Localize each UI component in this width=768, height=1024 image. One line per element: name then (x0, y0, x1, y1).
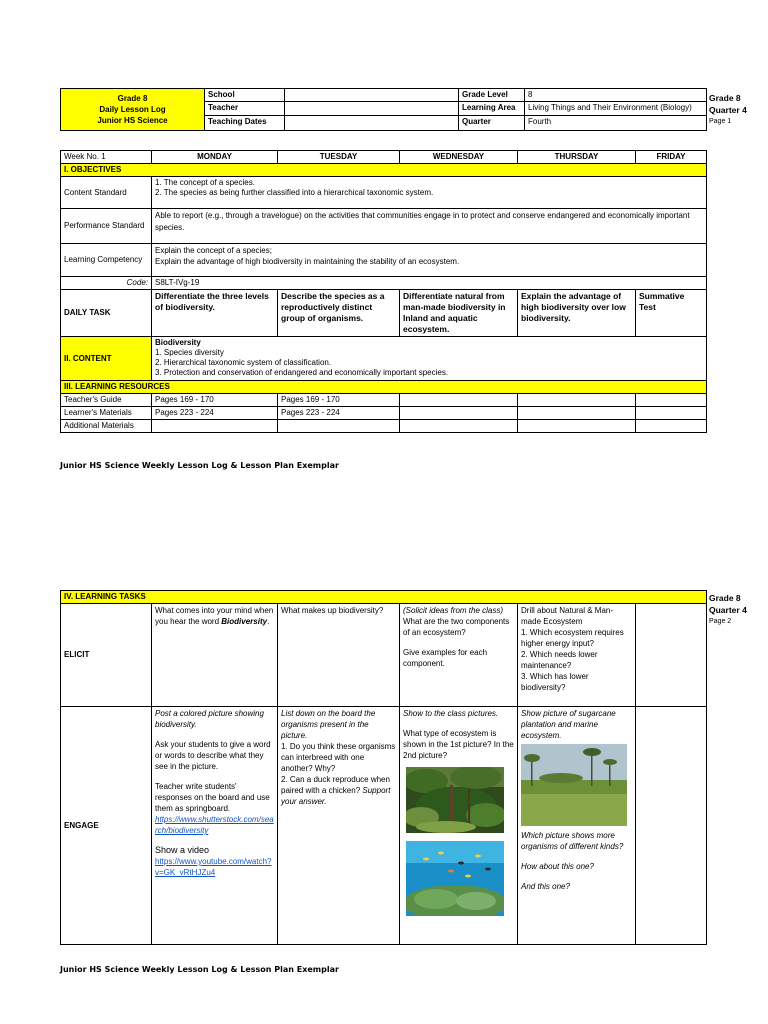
day-wednesday: WEDNESDAY (400, 151, 518, 164)
resources-heading: III. LEARNING RESOURCES (61, 381, 707, 394)
day-monday: MONDAY (152, 151, 278, 164)
quarter-label: Quarter (459, 116, 525, 131)
elicit-monday-dot: . (267, 617, 270, 626)
engage-friday (636, 707, 707, 945)
empty-cell (152, 420, 278, 433)
learning-tasks-heading: IV. LEARNING TASKS (61, 591, 707, 604)
empty-cell (518, 420, 636, 433)
page1-side-info (709, 92, 747, 128)
header-title-cell (61, 89, 205, 131)
dates-label: Teaching Dates (205, 116, 285, 131)
teachers-guide-monday: Pages 169 - 170 (152, 394, 278, 407)
elicit-monday-text: What comes into your mind when you hear the word (155, 606, 274, 626)
performance-standard-value: Able to report (e.g., through a travelogue) on the activities that communities engage in to protect and conserve endangered and economically important species. (152, 209, 707, 244)
content-standard-line: 2. The species as being further classified into a hierarchical taxonomic system. (155, 188, 434, 197)
daily-task-wednesday: Differentiate natural from man-made biodiversity in Inland and aquatic ecosystem. (400, 290, 518, 337)
school-label: School (205, 89, 285, 102)
daily-task-label: DAILY TASK (61, 290, 152, 337)
elicit-wednesday-note: (Solicit ideas from the class) (403, 606, 504, 615)
empty-cell (636, 394, 707, 407)
rainforest-image (406, 767, 504, 833)
elicit-thursday-item: 1. Which ecosystem requires higher energy input? (521, 628, 624, 648)
content-standard-label: Content Standard (61, 177, 152, 209)
content-label: II. CONTENT (61, 337, 152, 381)
code-value: S8LT-IVg-19 (152, 277, 707, 290)
spacer (403, 638, 514, 647)
engage-wednesday-show: Show to the class pictures. (403, 709, 499, 718)
engage-tuesday-q2: 2. Can a duck reproduce when paired with a chicken? (281, 775, 390, 795)
content-item: 3. Protection and conservation of endangered and economically important species. (155, 368, 449, 377)
engage-thursday-q2: How about this one? (521, 862, 594, 871)
elicit-wednesday (400, 604, 518, 707)
elicit-wednesday-question: What are the two components of an ecosystem? (403, 617, 510, 637)
dates-value (285, 116, 459, 131)
engage-wednesday-question: What type of ecosystem is shown in the 1st picture? In the 2nd picture? (403, 729, 514, 760)
elicit-thursday-item: 2. Which needs lower maintenance? (521, 650, 598, 670)
side-grade: Grade 8 (709, 593, 741, 603)
day-friday: FRIDAY (636, 151, 707, 164)
side-page: Page 2 (709, 618, 732, 625)
school-value (285, 89, 459, 102)
teachers-guide-tuesday: Pages 169 - 170 (278, 394, 400, 407)
learning-competency-value (152, 244, 707, 277)
side-quarter: Quarter 4 (709, 105, 747, 115)
empty-cell (518, 394, 636, 407)
engage-monday-video: Show a video (155, 845, 210, 855)
content-title: Biodiversity (155, 338, 201, 347)
engage-thursday-q3: And this one? (521, 882, 570, 891)
engage-thursday-question: Which picture shows more organisms of different kinds? (521, 831, 624, 851)
engage-monday-ask: Ask your students to give a word or words to describe what they see in the picture. (155, 740, 271, 771)
teachers-guide-label: Teacher's Guide (61, 394, 152, 407)
content-standard-line: 1. The concept of a species. (155, 178, 255, 187)
spacer (403, 719, 514, 728)
spacer (155, 730, 274, 739)
spacer (521, 852, 632, 861)
teacher-value (285, 102, 459, 116)
side-quarter: Quarter 4 (709, 605, 747, 615)
spacer (155, 772, 274, 781)
empty-cell (636, 407, 707, 420)
content-item: 2. Hierarchical taxonomic system of classification. (155, 358, 332, 367)
header-subject: Junior HS Science (97, 116, 168, 125)
shutterstock-link[interactable]: https://www.shutterstock.com/search/biodiversity (155, 815, 274, 835)
coral-reef-image (406, 841, 504, 916)
header-table (60, 88, 707, 131)
teacher-label: Teacher (205, 102, 285, 116)
spacer (155, 836, 274, 845)
performance-standard-label: Performance Standard (61, 209, 152, 244)
daily-task-friday: Summative Test (636, 290, 707, 337)
learning-area-label: Learning Area (459, 102, 525, 116)
learning-competency-label: Learning Competency (61, 244, 152, 277)
day-tuesday: TUESDAY (278, 151, 400, 164)
elicit-thursday (518, 604, 636, 707)
content-standard-value (152, 177, 707, 209)
empty-cell (636, 420, 707, 433)
competency-line: Explain the concept of a species; (155, 246, 272, 255)
engage-label: ENGAGE (61, 707, 152, 945)
engage-monday (152, 707, 278, 945)
grade-level-label: Grade Level (459, 89, 525, 102)
elicit-monday-word: Biodiversity (221, 617, 268, 626)
elicit-thursday-title: Drill about Natural & Man-made Ecosystem (521, 606, 614, 626)
daily-task-thursday: Explain the advantage of high biodiversity over low biodiversity. (518, 290, 636, 337)
page2-side-info (709, 592, 747, 628)
lesson-log-table (60, 150, 707, 433)
sugarcane-image (521, 744, 627, 826)
empty-cell (400, 407, 518, 420)
spacer (521, 872, 632, 881)
page2-footer: Junior HS Science Weekly Lesson Log & Lesson Plan Exemplar (60, 965, 339, 974)
content-item: 1. Species diversity (155, 348, 224, 357)
empty-cell (278, 420, 400, 433)
quarter-value: Fourth (525, 116, 707, 131)
elicit-monday (152, 604, 278, 707)
additional-materials-label: Additional Materials (61, 420, 152, 433)
objectives-heading: I. OBJECTIVES (61, 164, 707, 177)
competency-line: Explain the advantage of high biodiversity in maintaining the stability of an ecosystem. (155, 257, 460, 266)
side-grade: Grade 8 (709, 93, 741, 103)
elicit-wednesday-give: Give examples for each component. (403, 648, 488, 668)
empty-cell (400, 394, 518, 407)
side-page: Page 1 (709, 118, 732, 125)
engage-monday-teacher: Teacher write students' responses on the board and use them as springboard. (155, 782, 270, 813)
learning-area-value: Living Things and Their Environment (Biology) (525, 102, 707, 116)
engage-monday-post: Post a colored picture showing biodiversity. (155, 709, 264, 729)
empty-cell (518, 407, 636, 420)
daily-task-monday: Differentiate the three levels of biodiversity. (152, 290, 278, 337)
elicit-friday (636, 604, 707, 707)
empty-cell (400, 420, 518, 433)
engage-tuesday-list: List down on the board the organisms present in the picture. (281, 709, 376, 740)
elicit-thursday-item: 3. Which has lower biodiversity? (521, 672, 589, 692)
grade-level-value: 8 (525, 89, 707, 102)
engage-wednesday (400, 707, 518, 945)
page1-footer: Junior HS Science Weekly Lesson Log & Lesson Plan Exemplar (60, 461, 339, 470)
elicit-label: ELICIT (61, 604, 152, 707)
day-thursday: THURSDAY (518, 151, 636, 164)
week-label: Week No. 1 (61, 151, 152, 164)
youtube-link[interactable]: https://www.youtube.com/watch?v=GK_vRtHJZu4 (155, 857, 272, 877)
engage-tuesday-q1: 1. Do you think these organisms can interbreed with one another? Why? (281, 742, 396, 773)
engage-thursday (518, 707, 636, 945)
learners-materials-tuesday: Pages 223 - 224 (278, 407, 400, 420)
engage-thursday-show: Show picture of sugarcane plantation and marine ecosystem. (521, 709, 616, 740)
header-log-title: Daily Lesson Log (99, 105, 166, 114)
code-label: Code: (61, 277, 152, 290)
elicit-tuesday: What makes up biodiversity? (278, 604, 400, 707)
header-grade: Grade 8 (117, 94, 148, 103)
learners-materials-monday: Pages 223 - 224 (152, 407, 278, 420)
engage-tuesday-q2-support: Support your answer. (281, 786, 391, 806)
engage-tuesday (278, 707, 400, 945)
content-value (152, 337, 707, 381)
daily-task-tuesday: Describe the species as a reproductively distinct group of organisms. (278, 290, 400, 337)
learners-materials-label: Learner's Materials (61, 407, 152, 420)
learning-tasks-table (60, 590, 707, 945)
